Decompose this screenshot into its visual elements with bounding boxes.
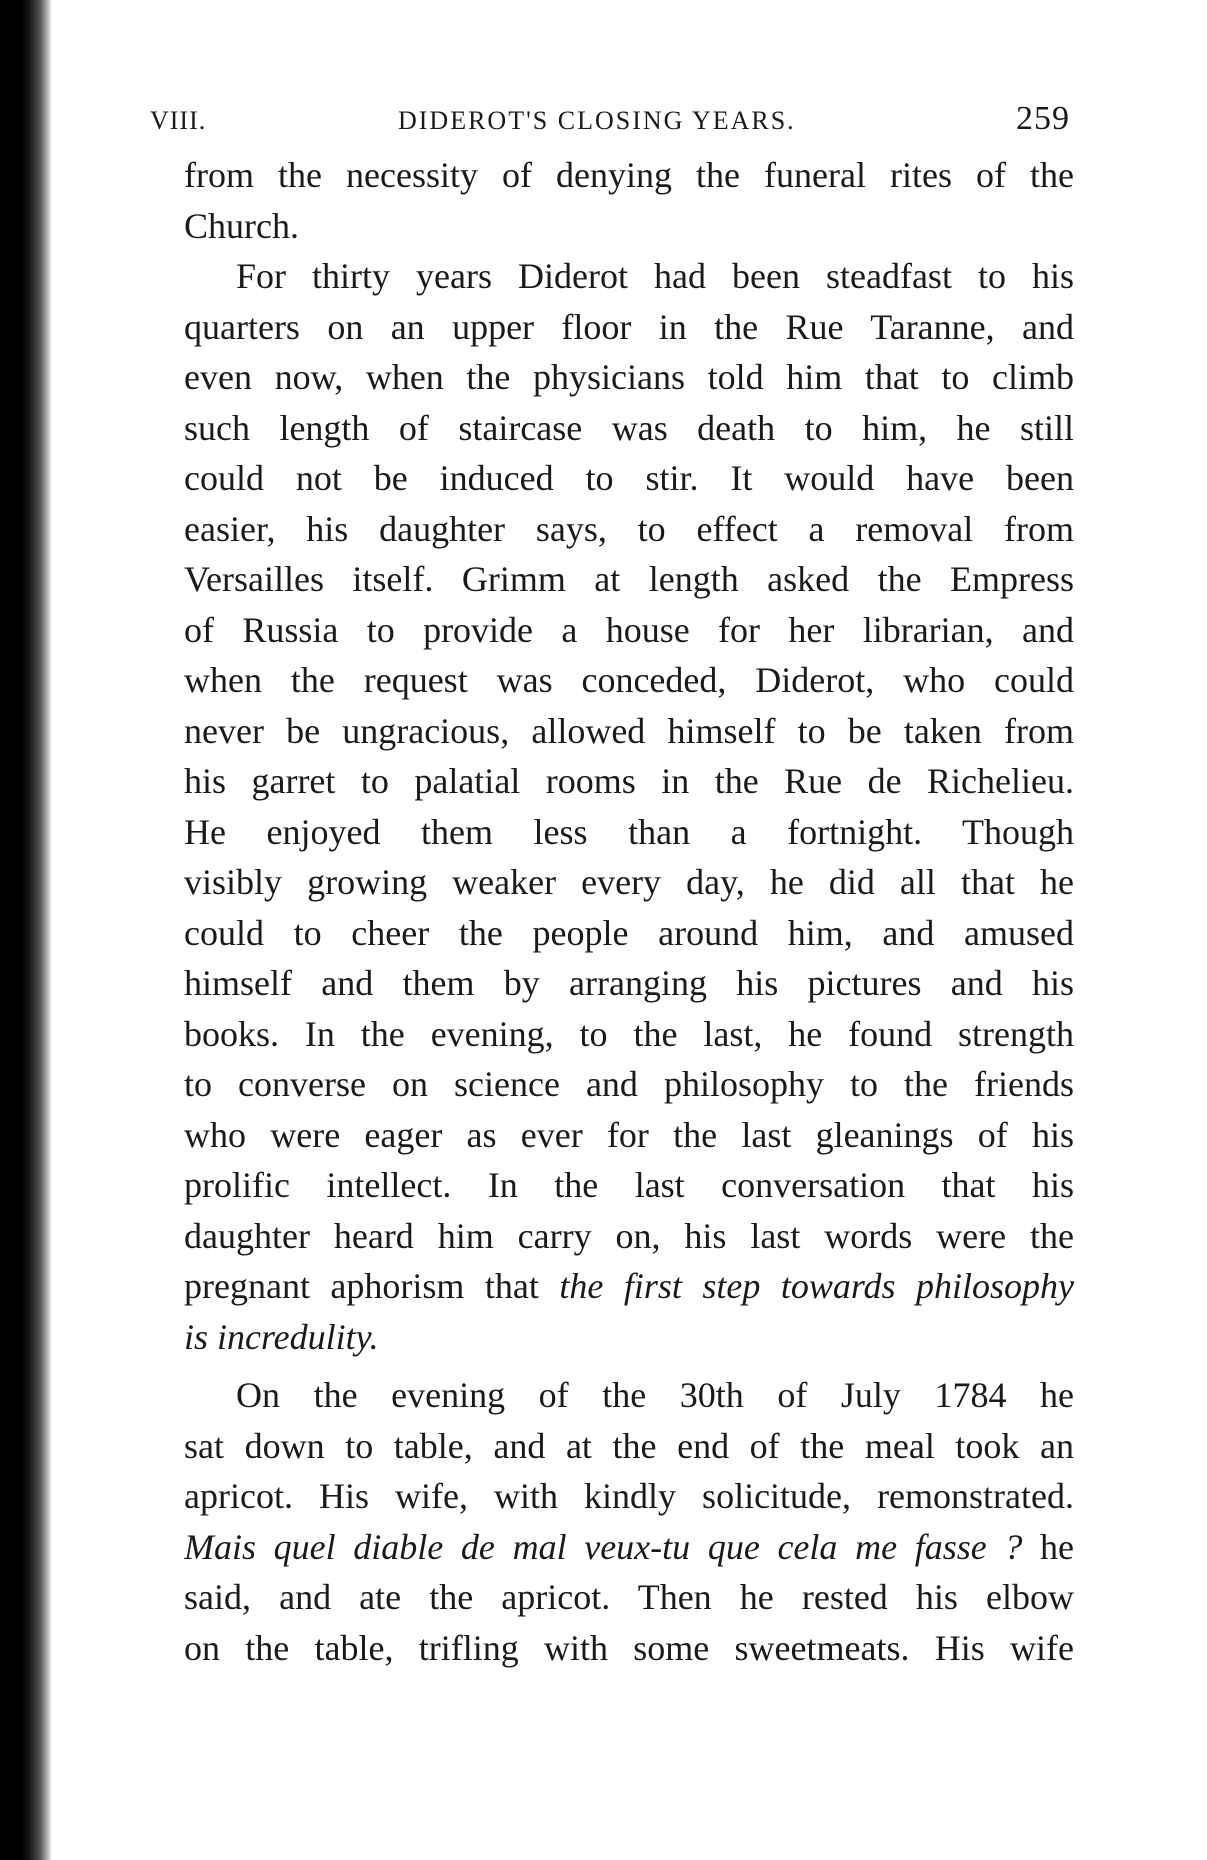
text-line: such length of staircase was death to him, he still xyxy=(184,407,1074,448)
body-text xyxy=(184,150,1074,1673)
text-line: when the request was conceded, Diderot, who could xyxy=(184,660,1074,700)
text-line: could to cheer the people around him, and amused xyxy=(184,912,1074,953)
text-line xyxy=(184,1261,1074,1312)
text-line: books. In the evening, to the last, he found strength xyxy=(184,1013,1074,1054)
italic-quote: the first step towards philosophy xyxy=(559,1266,1074,1306)
text-line: on the table, trifling with some sweetmeats. His wife xyxy=(184,1627,1074,1668)
text-line: quarters on an upper floor in the Rue Taranne, and xyxy=(184,306,1074,347)
text-line: Church. xyxy=(184,205,299,246)
italic-quote: Mais quel diable de mal veux-tu que cela me fasse ? xyxy=(184,1526,1023,1567)
chapter-number: VIII. xyxy=(150,106,207,135)
text-line: to converse on science and philosophy to the friends xyxy=(184,1064,1074,1104)
text-line xyxy=(184,1522,1074,1573)
text-line: who were eager as ever for the last gleanings of his xyxy=(184,1114,1074,1155)
text-span: pregnant aphorism that xyxy=(184,1266,560,1306)
text-line: never be ungracious, allowed himself to be taken from xyxy=(184,710,1074,751)
text-line: himself and them by arranging his pictures and his xyxy=(184,963,1074,1003)
text-line: Versailles itself. Grimm at length asked the Empress xyxy=(184,559,1074,599)
text-line: said, and ate the apricot. Then he rested his elbow xyxy=(184,1577,1074,1617)
text-span: he xyxy=(1022,1526,1074,1567)
text-line: even now, when the physicians told him that to climb xyxy=(184,357,1074,397)
text-line: daughter heard him carry on, his last words were the xyxy=(184,1215,1074,1256)
running-header xyxy=(150,100,1070,140)
text-line: of Russia to provide a house for her librarian, and xyxy=(184,609,1074,650)
text-line: apricot. His wife, with kindly solicitude, remonstrated. xyxy=(184,1476,1074,1516)
running-title: DIDEROT'S CLOSING YEARS. xyxy=(398,106,796,135)
text-line: could not be induced to stir. It would have been xyxy=(184,458,1074,498)
text-line: from the necessity of denying the funeral rites of the xyxy=(184,155,1074,195)
text-line xyxy=(184,1312,1074,1363)
book-spine-shadow xyxy=(0,0,52,1860)
page-number: 259 xyxy=(1016,100,1070,137)
text-line: prolific intellect. In the last conversation that his xyxy=(184,1165,1074,1205)
text-line: He enjoyed them less than a fortnight. Though xyxy=(184,811,1074,852)
text-line: sat down to table, and at the end of the meal took an xyxy=(184,1425,1074,1466)
text-line: visibly growing weaker every day, he did all that he xyxy=(184,862,1074,902)
text-line: his garret to palatial rooms in the Rue de Richelieu. xyxy=(184,761,1074,801)
italic-quote: is incredulity. xyxy=(184,1316,379,1357)
text-line: On the evening of the 30th of July 1784 he xyxy=(236,1375,1074,1415)
text-line: For thirty years Diderot had been steadfast to his xyxy=(236,256,1074,296)
text-line: easier, his daughter says, to effect a removal from xyxy=(184,508,1074,549)
